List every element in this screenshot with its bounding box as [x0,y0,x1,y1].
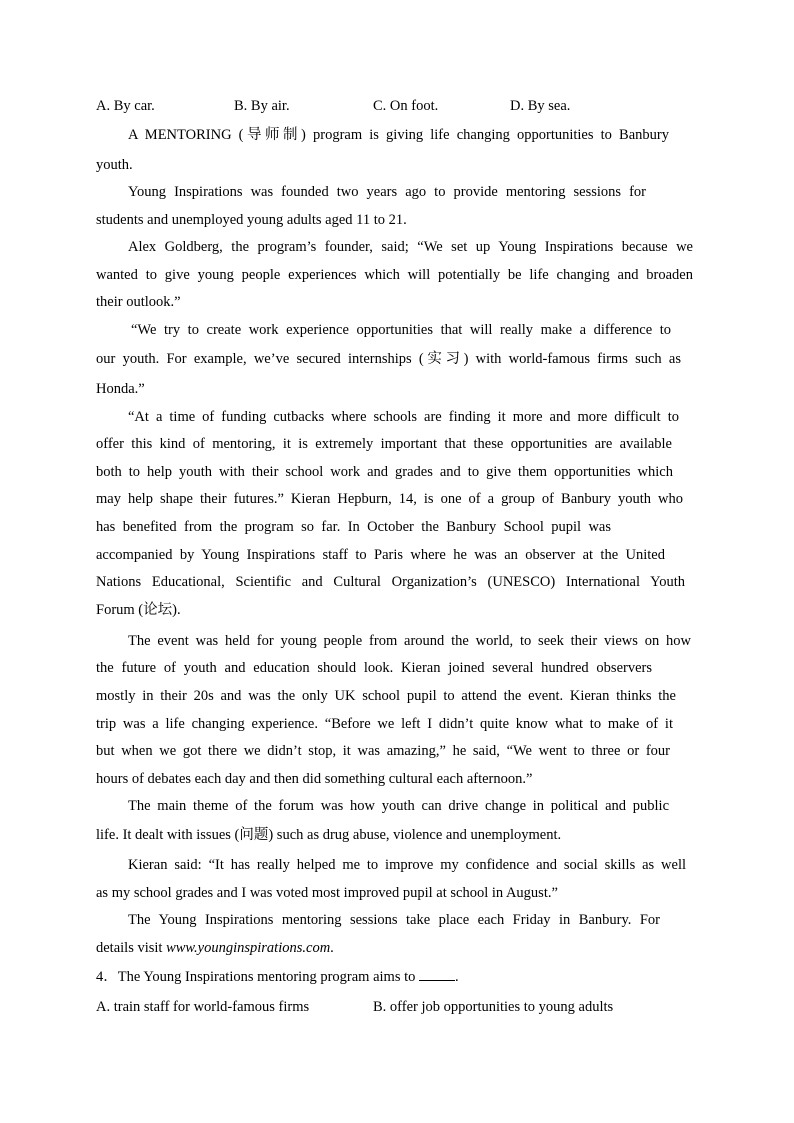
passage-line: youth. [96,157,133,173]
q3-option-a: A. By car. [96,98,155,114]
passage-line: The event was held for young people from around the world, to seek their views on how [128,633,691,649]
passage-line: students and unemployed young adults aged 11 to 21. [96,212,407,228]
details-suffix: . [330,940,334,956]
passage-line: wanted to give young people experiences which will potentially be life changing and broaden [96,267,693,283]
passage-line: trip was a life changing experience. “Before we left I didn’t quite know what to make of it [96,716,673,732]
passage-line: may help shape their futures.” Kieran Hepburn, 14, is one of a group of Banbury youth who [96,491,683,507]
passage-line: offer this kind of mentoring, it is extremely important that these opportunities are available [96,436,672,452]
passage-line: “At a time of funding cutbacks where schools are finding it more and more difficult to [128,409,679,425]
passage-line: life. It dealt with issues (问题) such as drug abuse, violence and unemployment. [96,827,562,843]
passage-line: Nations Educational, Scientific and Cultural Organization’s (UNESCO) International Youth [96,574,685,590]
passage-line: Honda.” [96,381,145,397]
q4-stem [96,968,696,986]
passage-line: Kieran said: “It has really helped me to improve my confidence and social skills as well [128,857,686,873]
q4-stem-text: 4．The Young Inspirations mentoring program aims to [96,969,416,985]
passage-line-details [96,939,696,957]
q3-option-c: C. On foot. [373,98,439,114]
passage-line: The Young Inspirations mentoring sessions take place each Friday in Banbury. For [128,912,660,928]
passage-line: mostly in their 20s and was the only UK school pupil to attend the event. Kieran thinks the [96,688,676,704]
details-prefix: details visit [96,940,167,956]
passage-line: the future of youth and education should look. Kieran joined several hundred observers [96,660,652,676]
passage-line: but when we got there we didn’t stop, it was amazing,” he said, “We went to three or four [96,743,670,759]
website-link[interactable]: www.younginspirations.com [166,940,331,956]
passage-line: “We try to create work experience opportunities that will really make a difference to [131,322,671,338]
passage-line: Forum (论坛). [96,602,181,618]
q3-option-d: D. By sea. [510,98,571,114]
q4-option-a: A. train staff for world-famous firms [96,999,310,1015]
passage-line: both to help youth with their school work and grades and to give them opportunities which [96,464,673,480]
passage-line: The main theme of the forum was how youth can drive change in political and public [128,798,669,814]
q4-stem-end: . [455,969,459,985]
passage-line: has benefited from the program so far. In October the Banbury School pupil was [96,519,611,535]
passage-line: their outlook.” [96,294,181,310]
passage-line: hours of debates each day and then did something cultural each afternoon.” [96,771,533,787]
passage-line: accompanied by Young Inspirations staff to Paris where he was an observer at the United [96,547,665,563]
passage-line: Alex Goldberg, the program’s founder, said; “We set up Young Inspirations because we [128,239,693,255]
passage-line: A MENTORING (导师制) program is giving life changing opportunities to Banbury [128,127,669,143]
answer-blank [419,968,455,981]
passage-line: our youth. For example, we’ve secured internships (实习) with world-famous firms such as [96,351,681,367]
passage-line: as my school grades and I was voted most improved pupil at school in August.” [96,885,558,901]
passage-line: Young Inspirations was founded two years ago to provide mentoring sessions for [128,184,646,200]
q4-option-b: B. offer job opportunities to young adults [373,999,614,1015]
q3-option-b: B. By air. [234,98,290,114]
